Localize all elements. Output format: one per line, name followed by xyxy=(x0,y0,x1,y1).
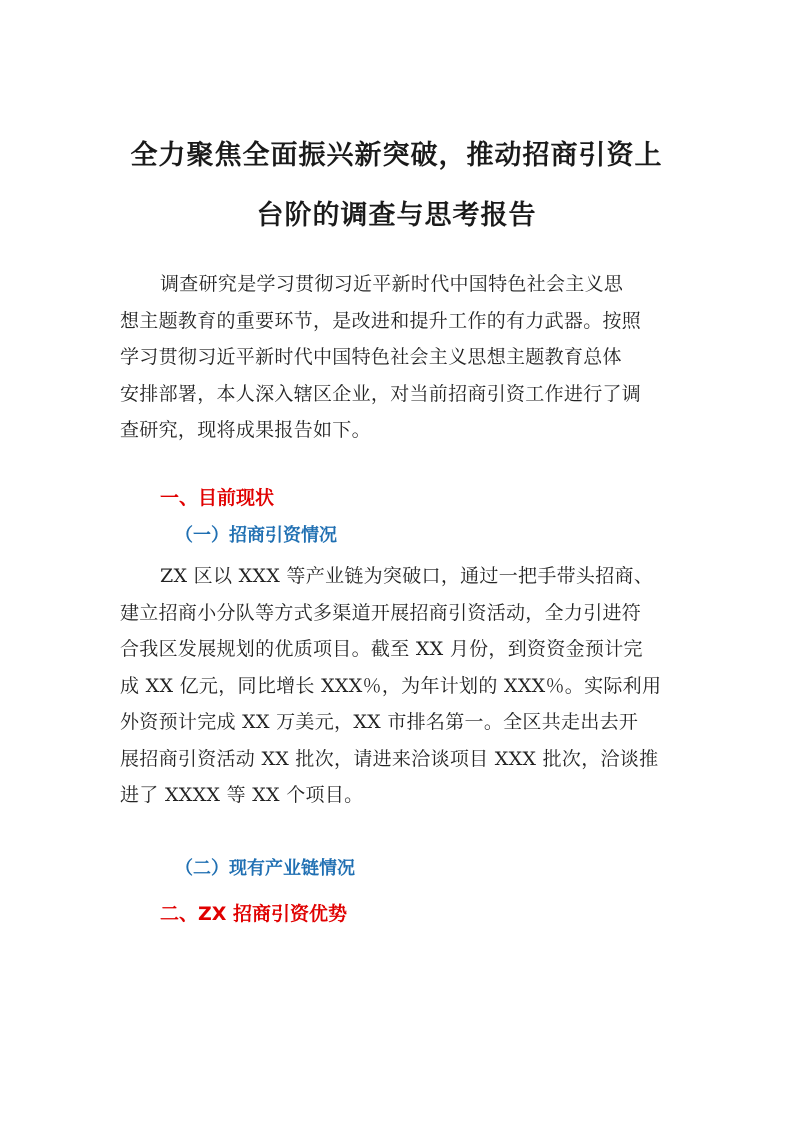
section-1-body-paragraph xyxy=(120,558,680,814)
intro-paragraph xyxy=(120,266,680,449)
intro-line-5: 查研究，现将成果报告如下。 xyxy=(120,419,371,441)
section-2-heading: 二、ZX 招商引资优势 xyxy=(160,903,348,925)
intro-line-2: 想主题教育的重要环节，是改进和提升工作的有力武器。按照 xyxy=(120,309,642,332)
body-line-6: 展招商引资活动 XX 批次，请进来洽谈项目 XXX 批次，洽谈推 xyxy=(120,747,659,770)
body-line-7: 进了 XXXX 等 XX 个项目。 xyxy=(120,784,364,806)
intro-line-3: 学习贯彻习近平新时代中国特色社会主义思想主题教育总体 xyxy=(120,346,622,368)
subsection-1-heading: （一）招商引资情况 xyxy=(175,525,337,546)
subsection-2-heading: （二）现有产业链情况 xyxy=(175,858,355,879)
body-line-5: 外资预计完成 XX 万美元，XX 市排名第一。全区共走出去开 xyxy=(120,711,639,733)
intro-line-4: 安排部署，本人深入辖区企业，对当前招商引资工作进行了调 xyxy=(120,382,642,405)
section-1-heading: 一、目前现状 xyxy=(160,487,275,509)
body-line-1: ZX 区以 XXX 等产业链为突破口，通过一把手带头招商、 xyxy=(160,565,654,587)
body-line-3: 合我区发展规划的优质项目。截至 XX 月份，到资资金预计完 xyxy=(120,638,643,660)
body-line-2: 建立招商小分队等方式多渠道开展招商引资活动，全力引进符 xyxy=(120,601,642,624)
intro-line-1: 调查研究是学习贯彻习近平新时代中国特色社会主义思 xyxy=(160,273,624,295)
document-title-line-1: 全力聚焦全面振兴新突破，推动招商引资上 xyxy=(130,140,663,171)
document-title-line-2: 台阶的调查与思考报告 xyxy=(256,200,537,231)
body-line-4: 成 XX 亿元，同比增长 XXX％，为年计划的 XXX％。实际利用 xyxy=(120,674,662,697)
